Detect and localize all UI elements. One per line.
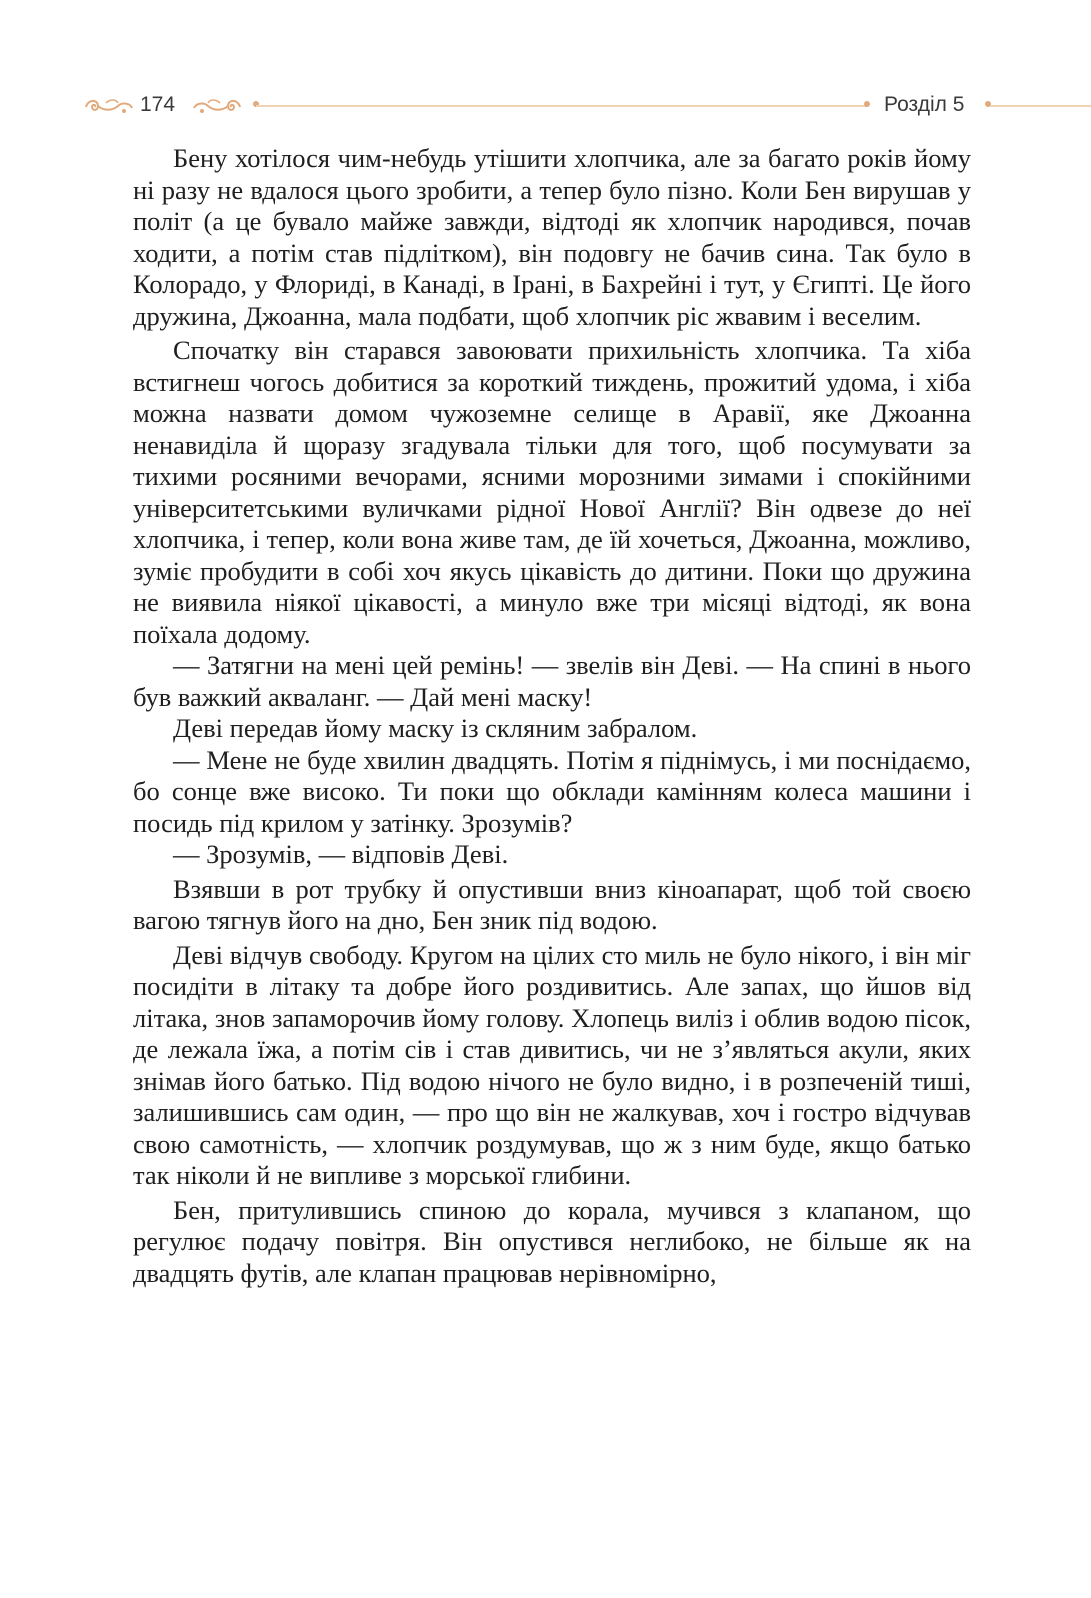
dialogue-paragraph: — Мене не буде хвилин двадцять. Потім я піднімусь, і ми поснідаємо, бо сонце вже високо. Ти поки що обклади камінням колеса машини і посидь під крилом у затінку. Зрозумів? <box>133 744 971 838</box>
header-rule <box>990 105 1091 107</box>
scroll-ornament-icon <box>190 95 242 117</box>
body-text <box>133 143 971 1289</box>
header-rule <box>256 105 867 107</box>
rule-dot <box>864 101 870 107</box>
paragraph: Бену хотілося чим-небудь утішити хлопчика, але за багато років йому ні разу не вдалося цього зробити, а тепер було пізно. Коли Бен вирушав у політ (а це бувало майже завжди, відтоді як хлопчик народився, почав ходити, а потім став підлітком), він подовгу не бачив сина. Так було в Колорадо, у Флориді, в Канаді, в Ірані, в Бахрейні і тут, у Єгипті. Це його дружина, Джоанна, мала подбати, щоб хлопчик ріс жвавим і веселим. <box>133 143 971 331</box>
section-title: Розділ 5 <box>884 93 965 116</box>
paragraph: Деві відчув свободу. Кругом на цілих сто миль не було нікого, і він міг посидіти в літаку та добре його роздивитись. Але запах, що йшов від літака, знов запаморочив йому голову. Хлопець виліз і облив водою пісок, де лежала їжа, а потім сів і став дивитись, чи не з’являться акули, яких знімав його батько. Під водою нічого не було видно, і в розпеченій тиші, залишившись сам один, — про що він не жалкував, хоч і гостро відчував свою самотність, — хлопчик роздумував, що ж з ним буде, якщо батько так ніколи й не випливе з морської глибини. <box>133 939 971 1190</box>
page-number: 174 <box>140 93 176 116</box>
paragraph: Взявши в рот трубку й опустивши вниз кіноапарат, щоб той своєю вагою тягнув його на дно, Бен зник під водою. <box>133 873 971 935</box>
paragraph: Деві передав йому маску із скляним забралом. <box>173 713 698 743</box>
running-header <box>0 86 1091 126</box>
scroll-ornament-icon <box>84 95 136 117</box>
dialogue-paragraph: — Затягни на мені цей ремінь! — звелів він Деві. — На спині в нього був важкий акваланг. — Дай мені маску! <box>133 650 971 712</box>
paragraph: Спочатку він старався завоювати прихильність хлопчика. Та хіба встигнеш чогось добитися за короткий тиждень, прожитий удома, і хіба можна назвати домом чужоземне селище в Аравії, яке Джоанна ненавиділа й щоразу згадувала тільки для того, щоб посумувати за тихими росяними вечорами, ясними морозними зимами і спокійними університетськими вуличками рідної Нової Англії? Він одвезе до неї хлопчика, і тепер, коли вона живе там, де їй хочеться, Джоанна, можливо, зуміє пробудити в собі хоч якусь цікавість до дитини. Поки що дружина не виявила ніякої цікавості, а минуло вже три місяці відтоді, як вона поїхала додому. <box>133 335 971 649</box>
dialogue-paragraph: — Зрозумів, — відповів Деві. <box>173 839 509 869</box>
paragraph: Бен, притулившись спиною до корала, мучився з клапаном, що регулює подачу повітря. Він опустився неглибоко, не більше як на двадцять футів, але клапан працював нерівномірно, <box>133 1194 971 1288</box>
